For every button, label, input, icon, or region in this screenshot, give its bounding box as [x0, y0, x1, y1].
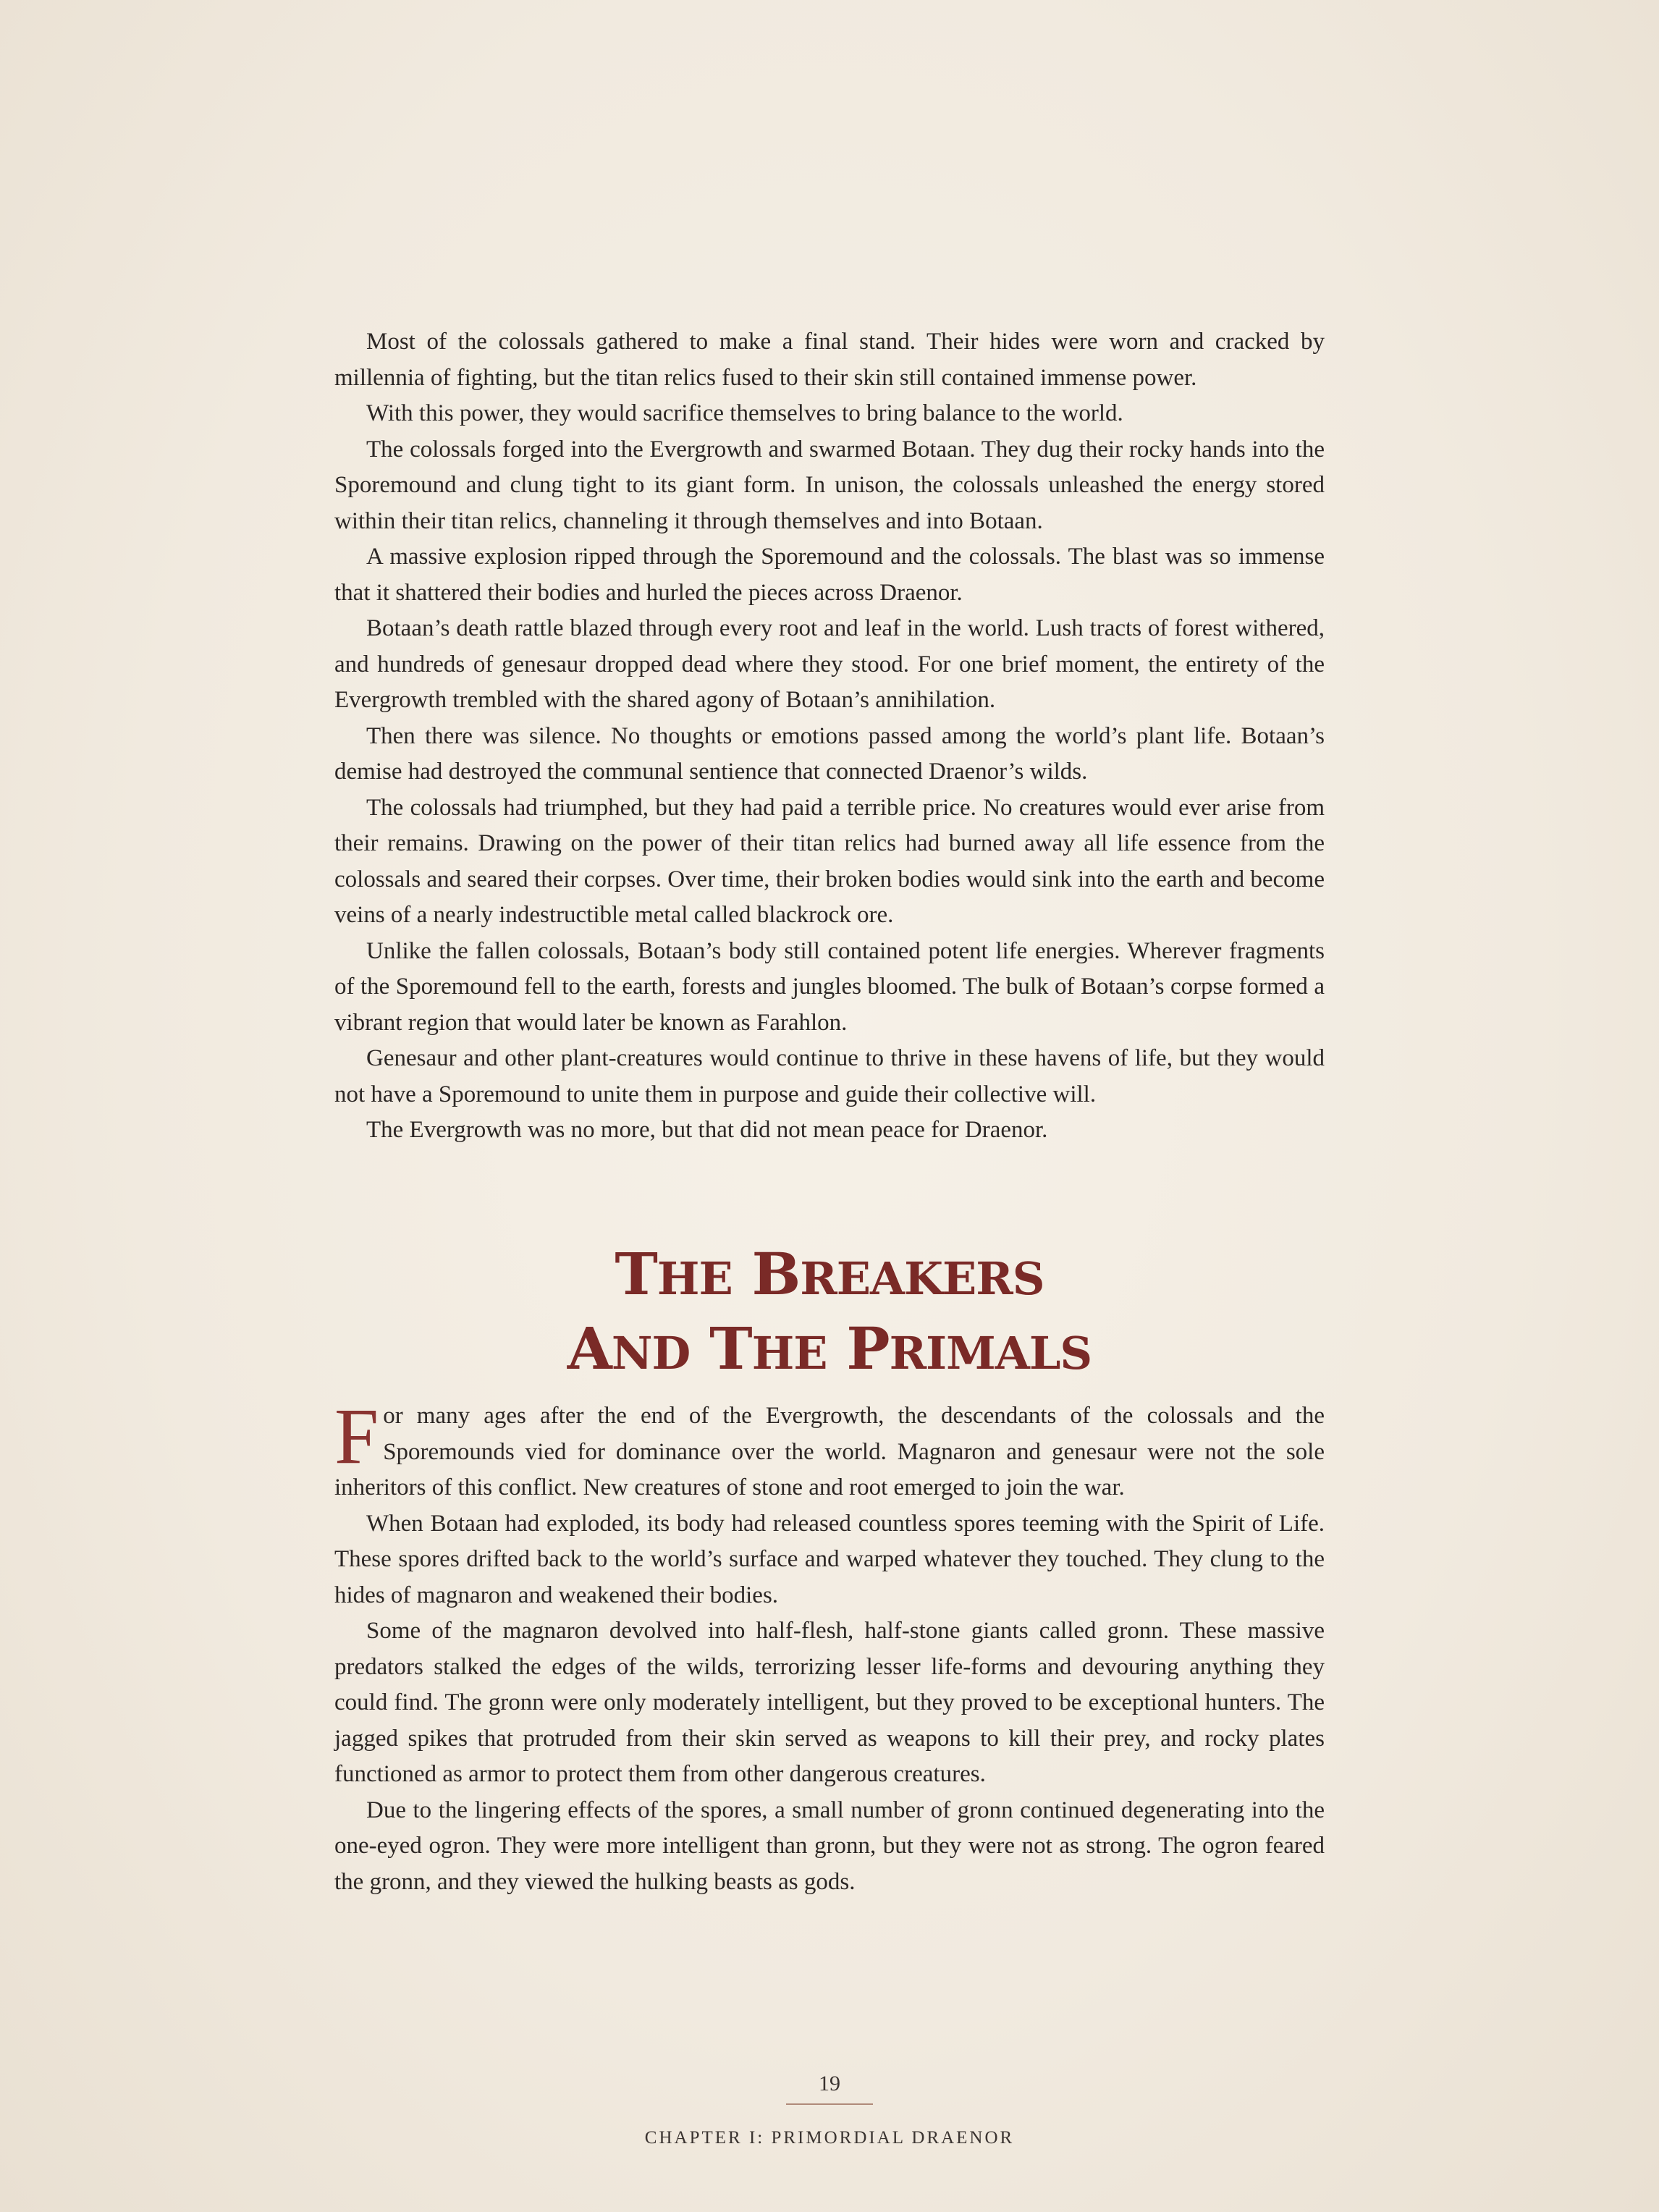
paragraph: Genesaur and other plant-creatures would continue to thrive in these havens of life, but they would not have a Sporemound to unite them in purpose and guide their collective will. [334, 1045, 1325, 1107]
chapter-label: CHAPTER I: PRIMORDIAL DRAENOR [644, 2128, 1015, 2148]
paragraph: When Botaan had exploded, its body had released countless spores teeming with the Spirit of Life. These spores drifted back to the world’s surface and warped whatever they touched. They clung to the hides of magnaron and weakened their bodies. [334, 1510, 1325, 1608]
paragraph: The colossals forged into the Evergrowth and swarmed Botaan. They dug their rocky hands into the Sporemound and clung tight to its giant form. In unison, the colossals unleashed the energy stored within their titan relics, channeling it through themselves and into Botaan. [334, 436, 1325, 534]
paragraph: Most of the colossals gathered to make a final stand. Their hides were worn and cracked by millennia of fighting, but the titan relics fused to their skin still contained immense power. [334, 329, 1325, 391]
page-number: 19 [819, 2072, 840, 2095]
paragraph: Then there was silence. No thoughts or emotions passed among the world’s plant life. Botaan’s demise had destroyed the communal sentience that connected Draenor’s wilds. [334, 722, 1325, 785]
first-paragraph [334, 1392, 1325, 1506]
section-title-line2: AND THE PRIMALS [567, 1314, 1092, 1382]
paragraph: A massive explosion ripped through the Sporemound and the colossals. The blast was so immense that it shattered their bodies and hurled the pieces across Draenor. [334, 544, 1325, 606]
section-title-line1: THE BREAKERS [615, 1240, 1044, 1308]
footer-divider [786, 2103, 873, 2105]
top-text-block [334, 324, 1325, 1149]
paragraph: With this power, they would sacrifice themselves to bring balance to the world. [366, 400, 1123, 426]
paragraph: Due to the lingering effects of the spores, a small number of gronn continued degenerating into the one-eyed ogron. They were more intelligent than gronn, but they were not as strong. The ogron feared the gronn, and they viewed the hulking beasts as gods. [334, 1797, 1325, 1895]
paragraph: The Evergrowth was no more, but that did not mean peace for Draenor. [366, 1117, 1048, 1143]
paragraph: The colossals had triumphed, but they had paid a terrible price. No creatures would ever arise from their remains. Drawing on the power of their titan relics had burned away all life essence from the colossals and seared their corpses. Over time, their broken bodies would sink into the earth and become veins of a nearly indestructible metal called blackrock ore. [334, 794, 1325, 928]
section-title [334, 1239, 1325, 1388]
first-paragraph-text: or many ages after the end of the Evergrowth, the descendants of the colossals and the Sporemounds vied for dominance over the world. Magnaron and genesaur were not the sole inheritors of this conflict. New creatures of stone and root emerged to join the war. [334, 1403, 1325, 1500]
paragraph: Some of the magnaron devolved into half-flesh, half-stone giants called gronn. These massive predators stalked the edges of the wilds, terrorizing lesser life-forms and devouring anything they could find. The gronn were only moderately intelligent, but they proved to be exceptional hunters. The jagged spikes that protruded from their skin served as weapons to kill their prey, and rocky plates functioned as armor to protect them from other dangerous creatures. [334, 1618, 1325, 1787]
paragraph: Botaan’s death rattle blazed through every root and leaf in the world. Lush tracts of forest withered, and hundreds of genesaur dropped dead where they stood. For one brief moment, the entirety of the Evergrowth trembled with the shared agony of Botaan’s annihilation. [334, 615, 1325, 713]
paragraph: Unlike the fallen colossals, Botaan’s body still contained potent life energies. Wherever fragments of the Sporemound fell to the earth, forests and jungles bloomed. The bulk of Botaan’s corpse formed a vibrant region that would later be known as Farahlon. [334, 937, 1325, 1036]
drop-cap: F [334, 1392, 379, 1480]
bottom-text-block [334, 1392, 1325, 1900]
